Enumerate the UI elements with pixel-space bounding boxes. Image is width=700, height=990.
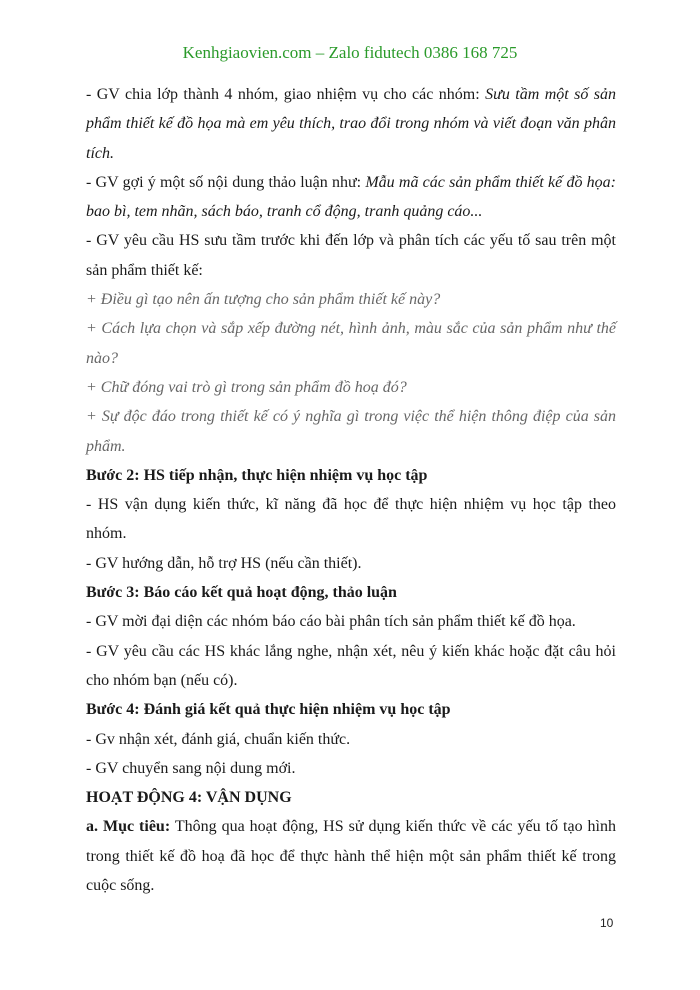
paragraph-suggestions (86, 168, 616, 227)
task-description: Sưu tầm một số sản phẩm thiết kế đồ họa mà em yêu thích, trao đổi trong nhóm và viết đoạn văn phân tích. (86, 86, 617, 162)
step-4-paragraph: - Gv nhận xét, đánh giá, chuẩn kiến thức. (86, 730, 351, 748)
step-3-paragraph: - GV mời đại diện các nhóm báo cáo bài phân tích sản phẩm thiết kế đồ họa. (86, 613, 576, 631)
goal-paragraph (86, 812, 616, 900)
paragraph-group-task (86, 80, 616, 168)
page-number: 10 (600, 916, 614, 930)
step-2-paragraph: - GV hướng dẫn, hỗ trợ HS (nếu cần thiết). (86, 554, 362, 572)
goal-label: a. Mục tiêu: (86, 818, 171, 836)
paragraph-lead: - GV chia lớp thành 4 nhóm, giao nhiệm vụ cho các nhóm: (86, 86, 486, 103)
question-item: + Cách lựa chọn và sắp xếp đường nét, hình ảnh, màu sắc của sản phẩm như thế nào? (86, 320, 616, 367)
header-site[interactable]: Kenhgiaovien.com (182, 43, 312, 62)
step-4-paragraph: - GV chuyển sang nội dung mới. (86, 759, 296, 777)
step-2-paragraph: - HS vận dụng kiến thức, kĩ năng đã học để thực hiện nhiệm vụ học tập theo nhóm. (86, 496, 616, 543)
discussion-topics: Mẫu mã các sản phẩm thiết kế đồ họa: bao bì, tem nhãn, sách báo, tranh cổ động, tranh quảng cáo... (86, 173, 617, 221)
step-3-heading: Bước 3: Báo cáo kết quả hoạt động, thảo luận (86, 584, 397, 602)
activity-heading: HOẠT ĐỘNG 4: VẬN DỤNG (86, 789, 292, 807)
question-item: + Chữ đóng vai trò gì trong sản phẩm đồ hoạ đó? (86, 378, 407, 396)
question-item: + Sự độc đáo trong thiết kế có ý nghĩa gì trong việc thể hiện thông điệp của sản phẩm. (86, 408, 616, 455)
page-header (0, 43, 700, 63)
paragraph-requirements: - GV yêu cầu HS sưu tầm trước khi đến lớp và phân tích các yếu tố sau trên một sản phẩm thiết kế: (86, 232, 616, 279)
header-separator: – (311, 43, 329, 62)
paragraph-lead: - GV gợi ý một số nội dung thảo luận như: (86, 173, 366, 191)
header-contact[interactable]: Zalo fidutech 0386 168 725 (328, 43, 518, 62)
question-item: + Điều gì tạo nên ấn tượng cho sản phẩm thiết kế này? (86, 291, 441, 309)
step-4-heading: Bước 4: Đánh giá kết quả thực hiện nhiệm vụ học tập (86, 701, 451, 719)
document-body (86, 80, 616, 900)
goal-text: Thông qua hoạt động, HS sử dụng kiến thức về các yếu tố tạo hình trong thiết kế đồ hoạ đã học để thực hành thể hiện một sản phẩm thiết kế trong cuộc sống. (86, 818, 616, 895)
step-3-paragraph: - GV yêu cầu các HS khác lắng nghe, nhận xét, nêu ý kiến khác hoặc đặt câu hỏi cho nhóm bạn (nếu có). (86, 642, 616, 689)
step-2-heading: Bước 2: HS tiếp nhận, thực hiện nhiệm vụ học tập (86, 466, 428, 484)
